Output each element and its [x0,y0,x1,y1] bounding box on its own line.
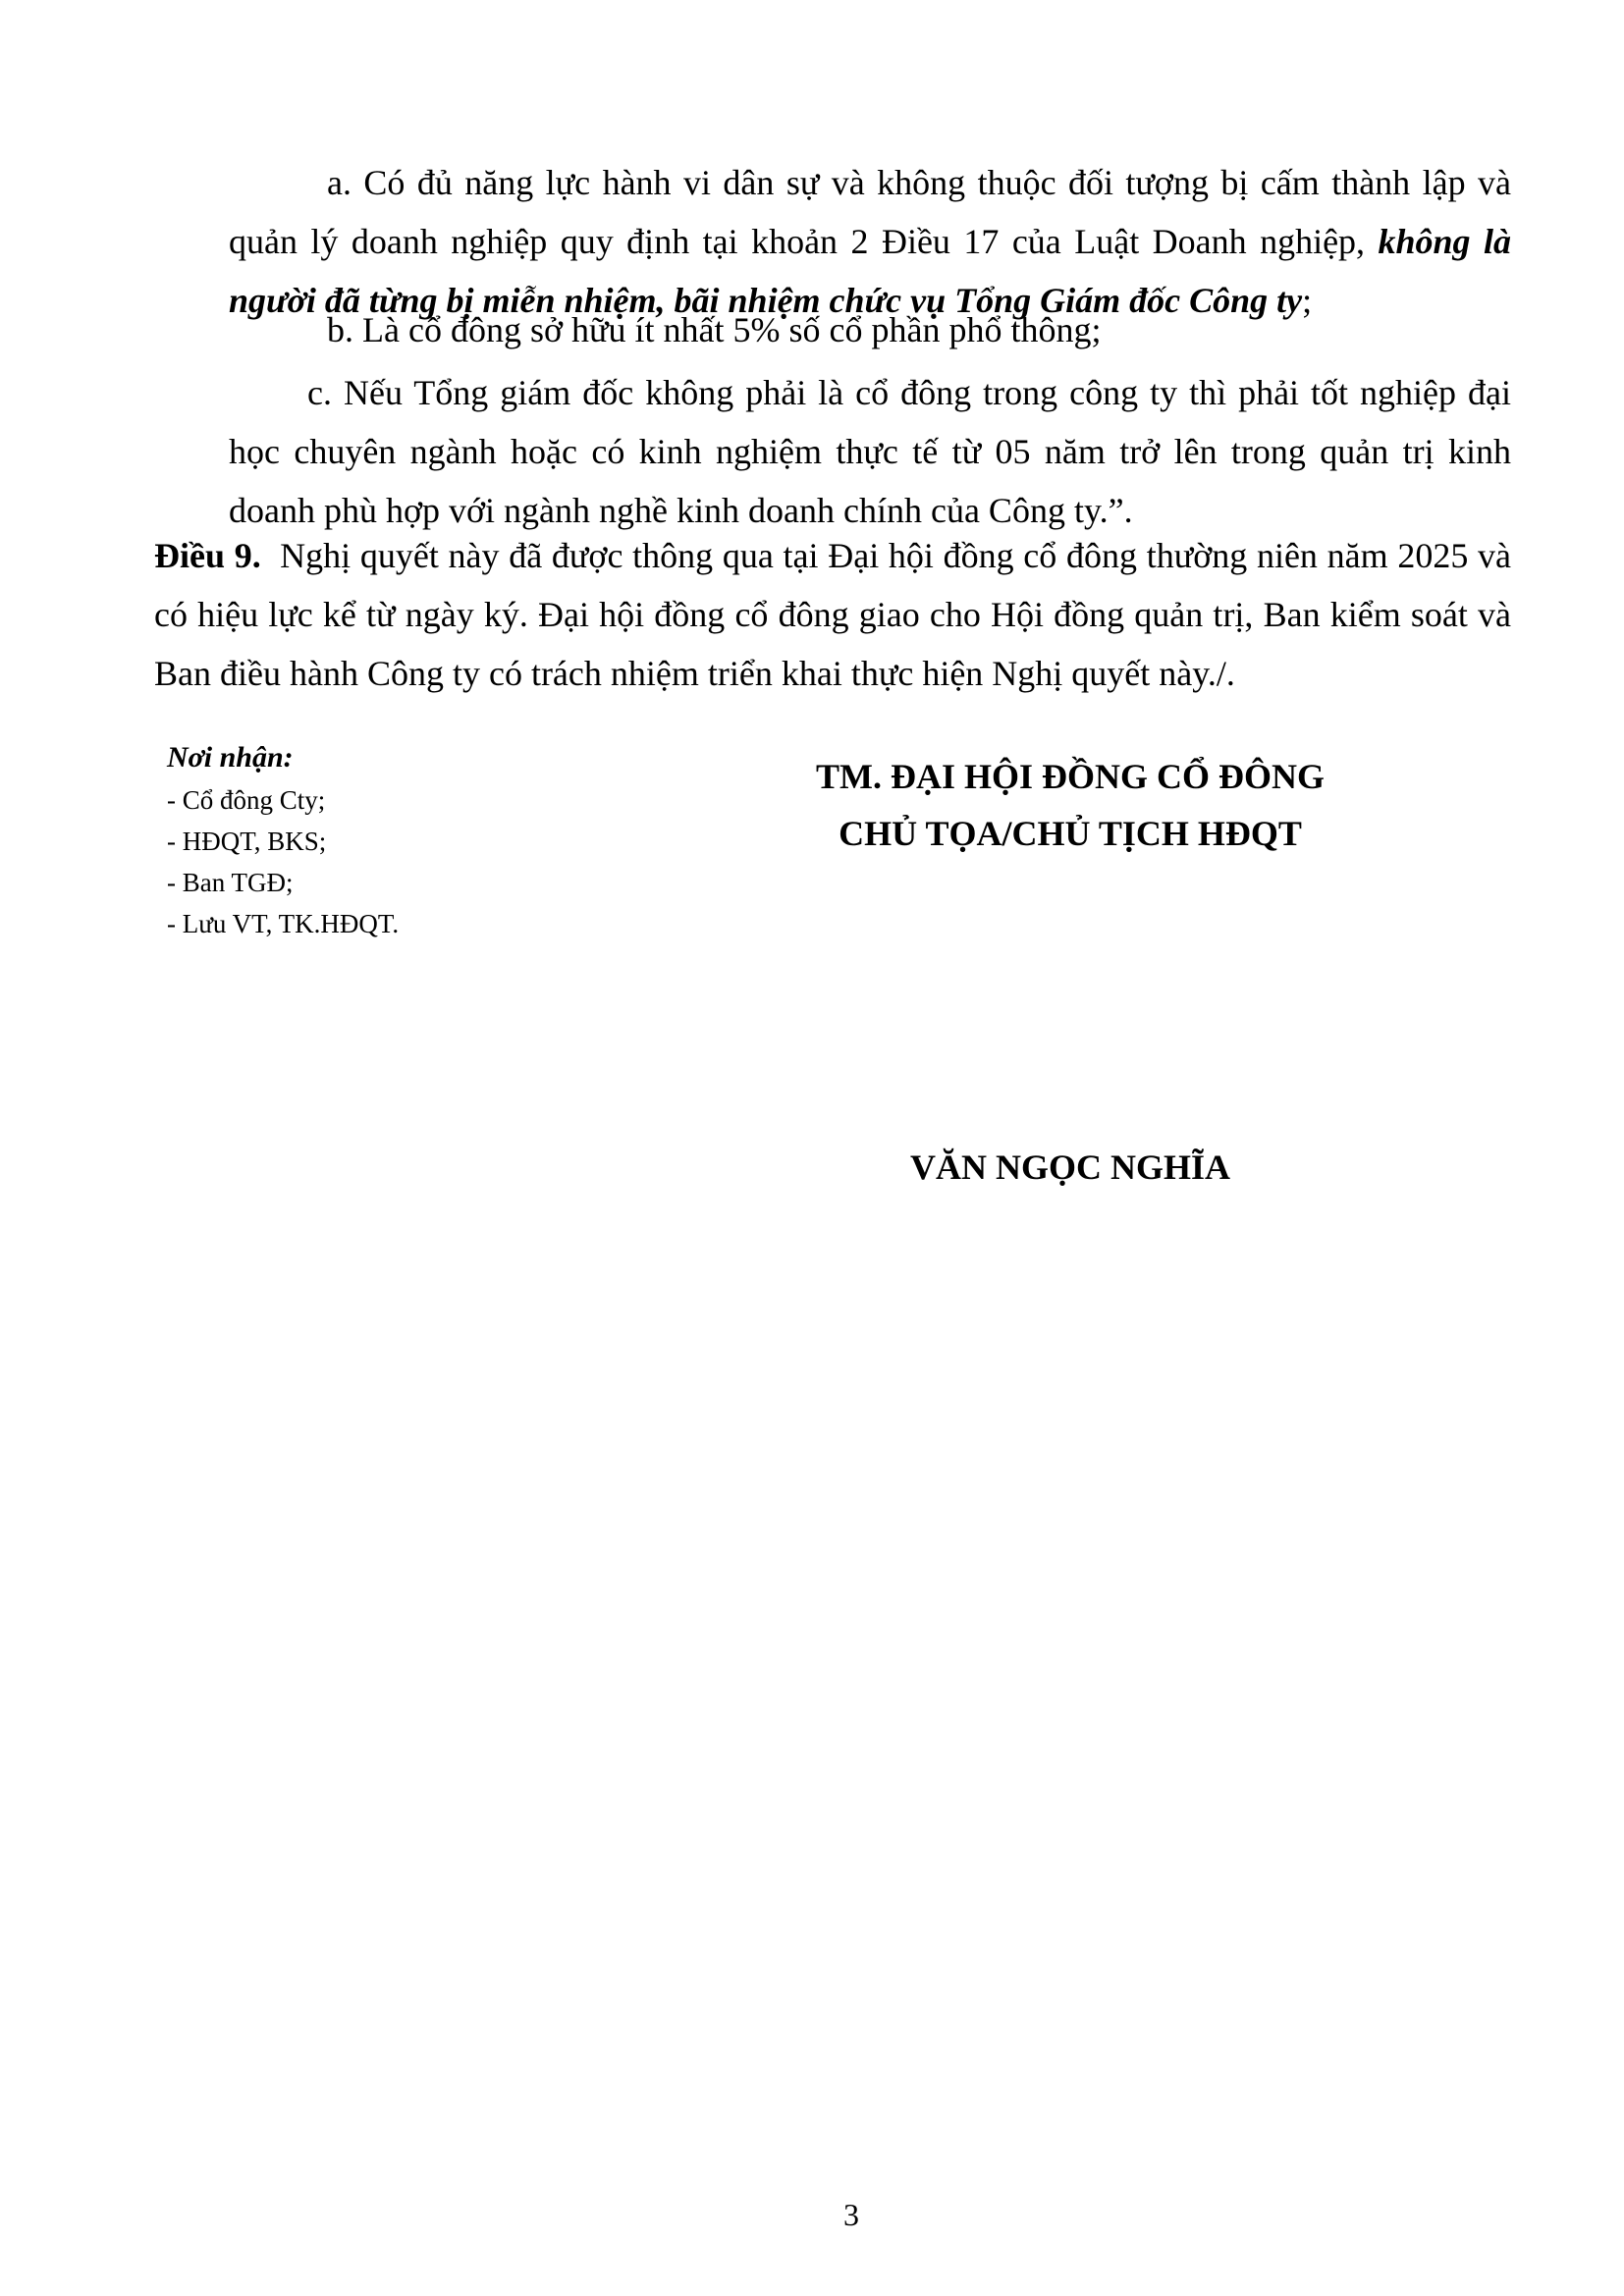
recipient-item: - Ban TGĐ; [167,868,294,897]
signature-title-line1: TM. ĐẠI HỘI ĐỒNG CỔ ĐÔNG [815,757,1325,796]
signature-block [727,748,1414,862]
recipients-block [167,736,658,944]
recipient-item: - HĐQT, BKS; [167,827,327,856]
recipient-item: - Lưu VT, TK.HĐQT. [167,909,400,938]
clause-b: b. Là cổ đông sở hữu ít nhất 5% số cổ phần phổ thông; [327,310,1102,349]
clause-a-tail: ; [1302,281,1313,320]
article-9 [154,526,1511,703]
signer-name: VĂN NGỌC NGHĨA [909,1148,1230,1187]
article-9-label: Điều 9. [154,536,261,575]
clause-a-text: a. Có đủ năng lực hành vi dân sự và không thuộc đối tượng bị cấm thành lập và quản lý doanh nghiệp quy định tại khoản 2 Điều 17 của Luật Doanh nghiệp, [229,163,1511,261]
signature-title-line2: CHỦ TỌA/CHỦ TỊCH HĐQT [839,814,1302,853]
article-9-text: Nghị quyết này đã được thông qua tại Đại hội đồng cổ đông thường niên năm 2025 và có hiệu lực kể từ ngày ký. Đại hội đồng cổ đông giao cho Hội đồng quản trị, Ban kiểm soát và Ban điều hành Công ty có trách nhiệm triển khai thực hiện Nghị quyết này./. [154,536,1512,693]
recipients-title: Nơi nhận: [167,741,294,774]
recipient-item: - Cổ đông Cty; [167,785,326,815]
clause-a-emphasis: không là người đã từng bị miễn nhiệm, bãi nhiệm chức vụ Tổng Giám đốc Công ty [229,222,1512,320]
page-number: 3 [843,2197,859,2232]
clause-c: c. Nếu Tổng giám đốc không phải là cổ đông trong công ty thì phải tốt nghiệp đại học chuyên ngành hoặc có kinh nghiệm thực tế từ 05 năm trở lên trong quản trị kinh doanh phù hợp với ngành nghề kinh doanh chính của Công ty.”. [229,373,1511,530]
